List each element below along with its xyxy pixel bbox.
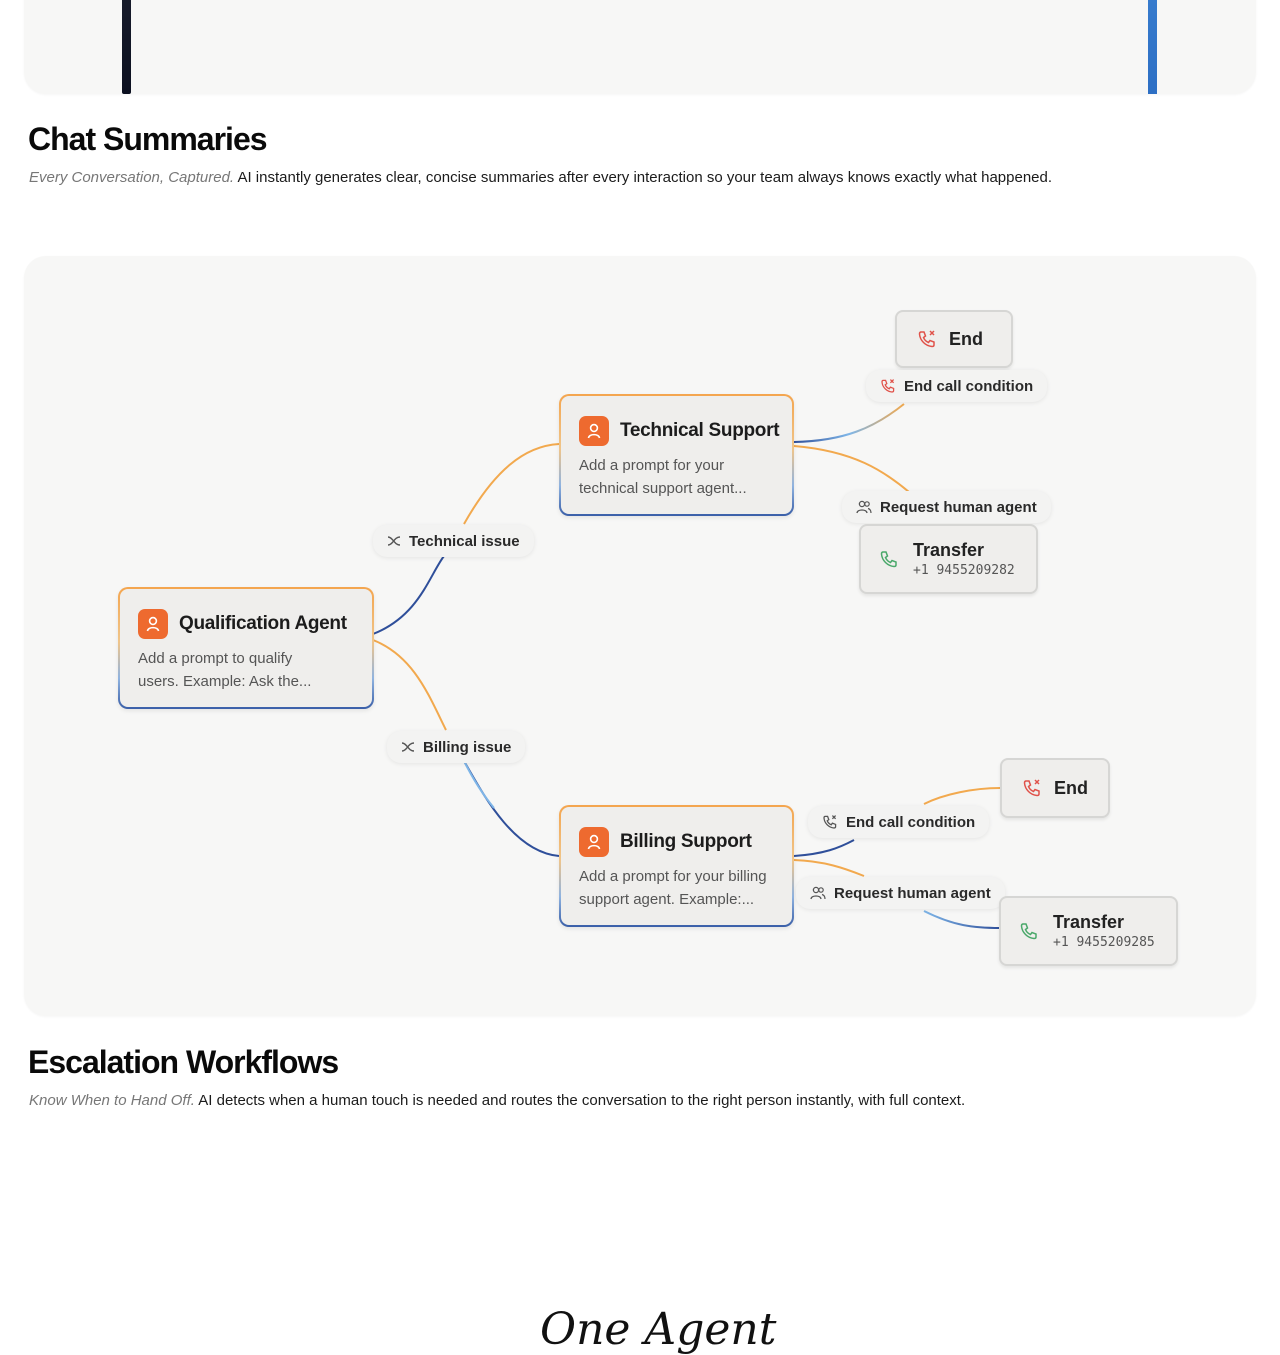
device-edge-right (1148, 0, 1157, 94)
agent-name: Qualification Agent (179, 613, 347, 634)
agent-prompt (138, 647, 348, 693)
section-lead: Know When to Hand Off. (29, 1092, 195, 1109)
media-card-top (24, 0, 1256, 94)
agent-prompt-line: Add a prompt for your billing (579, 868, 767, 885)
technical-issue-branch[interactable] (373, 525, 534, 557)
billing-request-human-agent[interactable] (796, 877, 1005, 909)
branch-icon (401, 741, 415, 753)
qualification-agent-node[interactable] (118, 587, 374, 709)
technical-transfer-node[interactable] (859, 524, 1038, 594)
users-icon (810, 886, 826, 900)
phone-icon (1019, 921, 1039, 941)
technical-end-node[interactable] (895, 310, 1013, 368)
transfer-number: +1 9455209285 (1053, 935, 1155, 950)
agent-name: Technical Support (620, 420, 780, 441)
agent-prompt-line: Add a prompt to qualify (138, 650, 293, 667)
user-icon (138, 609, 168, 639)
condition-label: Request human agent (834, 884, 991, 902)
technical-support-agent-node[interactable] (559, 394, 794, 516)
section-lead: Every Conversation, Captured. (29, 169, 235, 186)
agent-prompt-line: Add a prompt for your (579, 457, 725, 474)
phone-end-icon (917, 329, 937, 349)
billing-issue-branch[interactable] (387, 731, 525, 763)
section-title-escalation-workflows: Escalation Workflows (28, 1044, 339, 1080)
section-description-escalation-workflows (29, 1092, 965, 1109)
agent-name: Billing Support (620, 831, 752, 852)
condition-label: End call condition (846, 813, 976, 831)
transfer-number: +1 9455209282 (913, 563, 1015, 578)
billing-end-call-condition[interactable] (808, 806, 989, 838)
node-label: Transfer (913, 540, 985, 560)
node-label: End (949, 328, 983, 349)
device-edge-left (122, 0, 131, 94)
technical-request-human-agent[interactable] (842, 491, 1051, 523)
phone-end-icon (822, 814, 838, 830)
agent-prompt (579, 865, 789, 911)
section-title-chat-summaries: Chat Summaries (28, 121, 267, 157)
condition-label: Request human agent (880, 498, 1037, 516)
billing-transfer-node[interactable] (999, 896, 1178, 966)
users-icon (856, 500, 872, 514)
next-section-heading: One Agent (540, 1304, 777, 1355)
section-body: AI instantly generates clear, concise summaries after every interaction so your team always knows exactly what happened. (234, 169, 1053, 186)
section-body: AI detects when a human touch is needed and routes the conversation to the right person instantly, with full context. (194, 1092, 966, 1109)
user-icon (579, 416, 609, 446)
section-description-chat-summaries (29, 169, 1052, 186)
technical-end-call-condition[interactable] (866, 370, 1047, 402)
condition-label: End call condition (904, 377, 1034, 395)
agent-prompt-line: users. Example: Ask the... (138, 673, 312, 690)
node-label: End (1054, 777, 1088, 798)
branch-label: Billing issue (423, 738, 512, 756)
branch-label: Technical issue (409, 532, 520, 550)
agent-prompt (579, 454, 789, 500)
agent-prompt-line: technical support agent... (579, 480, 747, 497)
user-icon (579, 827, 609, 857)
agent-prompt-line: support agent. Example:... (579, 891, 755, 908)
phone-end-icon (880, 378, 896, 394)
escalation-flow-card (24, 256, 1256, 1016)
billing-end-node[interactable] (1000, 758, 1110, 818)
phone-end-icon (1022, 778, 1042, 798)
phone-icon (879, 549, 899, 569)
billing-support-agent-node[interactable] (559, 805, 794, 927)
node-label: Transfer (1053, 912, 1125, 932)
branch-icon (387, 535, 401, 547)
